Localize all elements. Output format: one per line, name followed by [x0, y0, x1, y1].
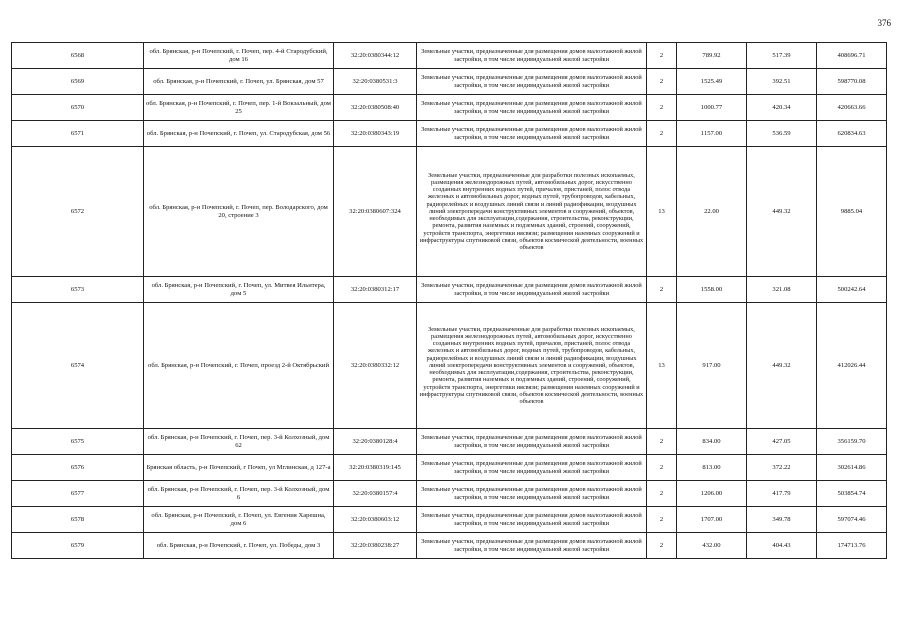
- area-cell: 22.00: [677, 147, 747, 277]
- table-row: [12, 69, 887, 95]
- use-group-cell: 13: [647, 147, 677, 277]
- row-number: 6572: [12, 147, 144, 277]
- row-number: 6579: [12, 533, 144, 559]
- land-use-cell: Земельные участки, предназначенные для разработки полезных ископаемых, размещения железнодорожных путей, автомобильных дорог, искусственно созданных внутренних водных путей, причалов, пристаней, полос отвода железных и автомобильных дорог, водных путей, трубопроводов, кабельных, радиорелейных и воздушных линий связи и линий радиофикации, воздушных линий электропередачи конструктивных элементов и сооружений, объектов, необходимых для эксплуатации,содержания, строительства, реконструкции, ремонта, развития наземных и подземных зданий, строений, сооружений, устройств транспорта, энергетики иясвязи; размещения наземных сооружений и инфраструктуры спутниковой связи, объектов космической деятельности, военных объектов: [417, 303, 647, 429]
- cadastral-value-cell: 356159.70: [817, 429, 887, 455]
- cadastral-value-cell: 408696.71: [817, 43, 887, 69]
- area-cell: 1707.00: [677, 507, 747, 533]
- address-cell: Брянская область, р-н Почепский, г Почеп, ул Мглинская, д 127-а: [144, 455, 334, 481]
- row-number: 6575: [12, 429, 144, 455]
- specific-value-cell: 404.43: [747, 533, 817, 559]
- address-cell: обл. Брянская, р-н Почепский, г. Почеп, пер. 1-й Вокзальный, дом 25: [144, 95, 334, 121]
- specific-value-cell: 417.79: [747, 481, 817, 507]
- address-cell: обл. Брянская, р-н Почепский, г. Почеп, ул. Стародубская, дом 56: [144, 121, 334, 147]
- use-group-cell: 2: [647, 121, 677, 147]
- row-number: 6569: [12, 69, 144, 95]
- cadastral-number-cell: 32:20:0380531:3: [334, 69, 417, 95]
- cadastral-number-cell: 32:20:0380238:27: [334, 533, 417, 559]
- use-group-cell: 2: [647, 69, 677, 95]
- specific-value-cell: 372.22: [747, 455, 817, 481]
- land-use-cell: Земельные участки, предназначенные для размещения домов малоэтажной жилой застройки, в том числе индивидуальной жилой застройки: [417, 533, 647, 559]
- cadastral-number-cell: 32:20:0380157:4: [334, 481, 417, 507]
- table-row: [12, 429, 887, 455]
- use-group-cell: 2: [647, 455, 677, 481]
- table-row: [12, 303, 887, 429]
- row-number: 6573: [12, 277, 144, 303]
- specific-value-cell: 427.05: [747, 429, 817, 455]
- row-number: 6576: [12, 455, 144, 481]
- specific-value-cell: 449.32: [747, 147, 817, 277]
- address-cell: обл. Брянская, р-н Почепский, г. Почеп, пер. 3-й Колхозный, дом 62: [144, 429, 334, 455]
- table-row: [12, 533, 887, 559]
- specific-value-cell: 449.32: [747, 303, 817, 429]
- cadastral-value-cell: 620834.63: [817, 121, 887, 147]
- address-cell: обл. Брянская, р-н Почепский, г. Почеп, ул. Митвея Ильнтера, дом 5: [144, 277, 334, 303]
- land-use-cell: Земельные участки, предназначенные для размещения домов малоэтажной жилой застройки, в том числе индивидуальной жилой застройки: [417, 507, 647, 533]
- area-cell: 1558.00: [677, 277, 747, 303]
- cadastral-value-cell: 9885.04: [817, 147, 887, 277]
- address-cell: обл. Брянская, р-н Почепский, г. Почеп, пер. 4-й Стародубский, дом 16: [144, 43, 334, 69]
- area-cell: 789.92: [677, 43, 747, 69]
- table-row: [12, 147, 887, 277]
- use-group-cell: 2: [647, 43, 677, 69]
- table-row: [12, 277, 887, 303]
- table-row: [12, 507, 887, 533]
- area-cell: 917.00: [677, 303, 747, 429]
- land-use-cell: Земельные участки, предназначенные для размещения домов малоэтажной жилой застройки, в том числе индивидуальной жилой застройки: [417, 277, 647, 303]
- cadastral-number-cell: 32:20:0380319:145: [334, 455, 417, 481]
- address-cell: обл. Брянская, р-н Почепский, г. Почеп, ул. Брянская, дом 57: [144, 69, 334, 95]
- row-number: 6571: [12, 121, 144, 147]
- row-number: 6577: [12, 481, 144, 507]
- cadastral-number-cell: 32:20:0380603:12: [334, 507, 417, 533]
- area-cell: 1000.77: [677, 95, 747, 121]
- cadastral-value-cell: 597074.46: [817, 507, 887, 533]
- land-use-cell: Земельные участки, предназначенные для размещения домов малоэтажной жилой застройки, в том числе индивидуальной жилой застройки: [417, 95, 647, 121]
- address-cell: обл. Брянская, р-н Почепский, г. Почеп, пер. 3-й Колхозный, дом 6: [144, 481, 334, 507]
- cadastral-value-cell: 174713.76: [817, 533, 887, 559]
- cadastral-number-cell: 32:20:0380344:12: [334, 43, 417, 69]
- cadastral-value-cell: 503854.74: [817, 481, 887, 507]
- page-number: 376: [877, 18, 891, 28]
- table-row: [12, 481, 887, 507]
- area-cell: 1157.00: [677, 121, 747, 147]
- land-use-cell: Земельные участки, предназначенные для размещения домов малоэтажной жилой застройки, в том числе индивидуальной жилой застройки: [417, 121, 647, 147]
- area-cell: 1206.00: [677, 481, 747, 507]
- table-row: [12, 121, 887, 147]
- row-number: 6568: [12, 43, 144, 69]
- area-cell: 432.00: [677, 533, 747, 559]
- cadastral-number-cell: 32:20:0380128:4: [334, 429, 417, 455]
- land-use-cell: Земельные участки, предназначенные для размещения домов малоэтажной жилой застройки, в том числе индивидуальной жилой застройки: [417, 429, 647, 455]
- use-group-cell: 2: [647, 507, 677, 533]
- table-row: [12, 455, 887, 481]
- cadastral-value-cell: 420663.66: [817, 95, 887, 121]
- specific-value-cell: 517.39: [747, 43, 817, 69]
- specific-value-cell: 536.59: [747, 121, 817, 147]
- land-use-cell: Земельные участки, предназначенные для размещения домов малоэтажной жилой застройки, в том числе индивидуальной жилой застройки: [417, 43, 647, 69]
- cadastral-value-table: [11, 42, 887, 559]
- land-use-cell: Земельные участки, предназначенные для размещения домов малоэтажной жилой застройки, в том числе индивидуальной жилой застройки: [417, 455, 647, 481]
- cadastral-number-cell: 32:20:0380312:17: [334, 277, 417, 303]
- table-row: [12, 43, 887, 69]
- row-number: 6570: [12, 95, 144, 121]
- specific-value-cell: 420.34: [747, 95, 817, 121]
- land-use-cell: Земельные участки, предназначенные для размещения домов малоэтажной жилой застройки, в том числе индивидуальной жилой застройки: [417, 481, 647, 507]
- use-group-cell: 2: [647, 277, 677, 303]
- use-group-cell: 2: [647, 95, 677, 121]
- area-cell: 1525.49: [677, 69, 747, 95]
- cadastral-value-cell: 598770.08: [817, 69, 887, 95]
- area-cell: 834.00: [677, 429, 747, 455]
- address-cell: обл. Брянская, р-н Почепский, г. Почеп, ул. Победы, дом 3: [144, 533, 334, 559]
- address-cell: обл. Брянская, р-н Почепский, г. Почеп, проезд 2-й Октябрьский: [144, 303, 334, 429]
- area-cell: 813.00: [677, 455, 747, 481]
- land-use-cell: Земельные участки, предназначенные для размещения домов малоэтажной жилой застройки, в том числе индивидуальной жилой застройки: [417, 69, 647, 95]
- use-group-cell: 2: [647, 481, 677, 507]
- use-group-cell: 2: [647, 429, 677, 455]
- cadastral-value-cell: 412026.44: [817, 303, 887, 429]
- cadastral-number-cell: 32:20:0380508:40: [334, 95, 417, 121]
- use-group-cell: 13: [647, 303, 677, 429]
- address-cell: обл. Брянская, р-н Почепский, г. Почеп, пер. Володарского, дом 20, строение 3: [144, 147, 334, 277]
- cadastral-number-cell: 32:20:0380343:19: [334, 121, 417, 147]
- cadastral-number-cell: 32:20:0380607:324: [334, 147, 417, 277]
- specific-value-cell: 349.78: [747, 507, 817, 533]
- specific-value-cell: 392.51: [747, 69, 817, 95]
- row-number: 6578: [12, 507, 144, 533]
- cadastral-value-cell: 302614.86: [817, 455, 887, 481]
- use-group-cell: 2: [647, 533, 677, 559]
- cadastral-number-cell: 32:20:0380332:12: [334, 303, 417, 429]
- land-use-cell: Земельные участки, предназначенные для разработки полезных ископаемых, размещения железнодорожных путей, автомобильных дорог, искусственно созданных внутренних водных путей, причалов, пристаней, полос отвода железных и автомобильных дорог, водных путей, трубопроводов, кабельных, радиорелейных и воздушных линий связи и линий радиофикации, воздушных линий электропередачи конструктивных элементов и сооружений, объектов, необходимых для эксплуатации,содержания, строительства, реконструкции, ремонта, развития наземных и подземных зданий, строений, сооружений, устройств транспорта, энергетики иясвязи; размещения наземных сооружений и инфраструктуры спутниковой связи, объектов космической деятельности, военных объектов: [417, 147, 647, 277]
- table-row: [12, 95, 887, 121]
- address-cell: обл. Брянская, р-н Почепский, г. Почеп, ул. Евгения Харешна, дом 6: [144, 507, 334, 533]
- cadastral-value-cell: 500242.64: [817, 277, 887, 303]
- row-number: 6574: [12, 303, 144, 429]
- specific-value-cell: 321.08: [747, 277, 817, 303]
